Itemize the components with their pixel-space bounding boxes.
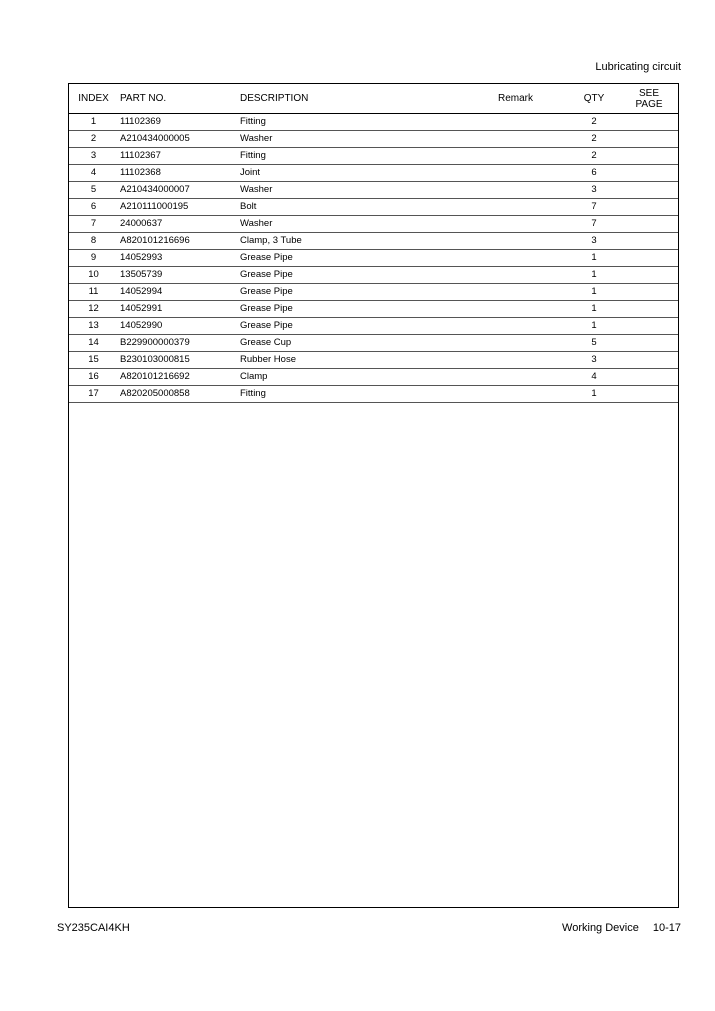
cell-description: Grease Pipe — [240, 318, 498, 335]
cell-index: 8 — [69, 233, 118, 250]
cell-part-no: A820101216692 — [118, 369, 240, 386]
cell-description: Washer — [240, 182, 498, 199]
footer-right — [562, 922, 681, 935]
header-see-page-line2: PAGE — [635, 98, 663, 110]
cell-remark — [498, 386, 568, 403]
cell-description: Fitting — [240, 114, 498, 131]
cell-see-page — [620, 352, 678, 369]
cell-index: 5 — [69, 182, 118, 199]
cell-see-page — [620, 182, 678, 199]
cell-description: Grease Cup — [240, 335, 498, 352]
header-part-no: PART NO. — [118, 84, 240, 114]
cell-index: 15 — [69, 352, 118, 369]
table-body — [69, 114, 678, 403]
cell-part-no: 14052993 — [118, 250, 240, 267]
cell-remark — [498, 165, 568, 182]
table-row — [69, 165, 678, 182]
cell-remark — [498, 216, 568, 233]
footer-page-number: 10-17 — [652, 922, 681, 934]
cell-remark — [498, 352, 568, 369]
cell-index: 17 — [69, 386, 118, 403]
cell-see-page — [620, 216, 678, 233]
cell-see-page — [620, 250, 678, 267]
cell-see-page — [620, 114, 678, 131]
header-see-page — [620, 84, 678, 114]
cell-part-no: A820101216696 — [118, 233, 240, 250]
header-index: INDEX — [69, 84, 118, 114]
table-row — [69, 284, 678, 301]
cell-qty: 7 — [568, 216, 620, 233]
cell-description: Clamp, 3 Tube — [240, 233, 498, 250]
cell-see-page — [620, 165, 678, 182]
cell-part-no: 24000637 — [118, 216, 240, 233]
cell-description: Washer — [240, 131, 498, 148]
cell-qty: 1 — [568, 267, 620, 284]
cell-index: 16 — [69, 369, 118, 386]
cell-index: 7 — [69, 216, 118, 233]
cell-index: 1 — [69, 114, 118, 131]
cell-description: Washer — [240, 216, 498, 233]
cell-remark — [498, 301, 568, 318]
table-row — [69, 131, 678, 148]
cell-qty: 1 — [568, 284, 620, 301]
cell-description: Bolt — [240, 199, 498, 216]
cell-index: 9 — [69, 250, 118, 267]
cell-remark — [498, 182, 568, 199]
table-row — [69, 216, 678, 233]
cell-see-page — [620, 369, 678, 386]
cell-part-no: B230103000815 — [118, 352, 240, 369]
cell-see-page — [620, 284, 678, 301]
cell-remark — [498, 369, 568, 386]
cell-qty: 6 — [568, 165, 620, 182]
cell-qty: 2 — [568, 131, 620, 148]
cell-see-page — [620, 386, 678, 403]
cell-index: 2 — [69, 131, 118, 148]
header-description: DESCRIPTION — [240, 84, 498, 114]
table-row — [69, 301, 678, 318]
table-header-row — [69, 84, 678, 114]
cell-remark — [498, 335, 568, 352]
table-row — [69, 267, 678, 284]
parts-table-frame — [68, 83, 679, 908]
cell-see-page — [620, 148, 678, 165]
cell-index: 3 — [69, 148, 118, 165]
cell-part-no: 11102368 — [118, 165, 240, 182]
table-row — [69, 335, 678, 352]
cell-remark — [498, 114, 568, 131]
cell-qty: 1 — [568, 386, 620, 403]
table-row — [69, 369, 678, 386]
cell-description: Grease Pipe — [240, 250, 498, 267]
cell-qty: 2 — [568, 148, 620, 165]
cell-see-page — [620, 199, 678, 216]
cell-qty: 1 — [568, 318, 620, 335]
cell-see-page — [620, 131, 678, 148]
cell-qty: 4 — [568, 369, 620, 386]
table-row — [69, 386, 678, 403]
cell-index: 6 — [69, 199, 118, 216]
section-title: Lubricating circuit — [595, 61, 681, 73]
cell-description: Fitting — [240, 386, 498, 403]
cell-part-no: 14052994 — [118, 284, 240, 301]
cell-see-page — [620, 233, 678, 250]
cell-part-no: A210434000005 — [118, 131, 240, 148]
cell-remark — [498, 267, 568, 284]
cell-part-no: 14052990 — [118, 318, 240, 335]
parts-table — [69, 84, 678, 403]
cell-qty: 3 — [568, 182, 620, 199]
cell-qty: 5 — [568, 335, 620, 352]
cell-remark — [498, 250, 568, 267]
table-row — [69, 114, 678, 131]
cell-part-no: 11102367 — [118, 148, 240, 165]
cell-qty: 7 — [568, 199, 620, 216]
cell-description: Fitting — [240, 148, 498, 165]
cell-part-no: A210111000195 — [118, 199, 240, 216]
cell-qty: 1 — [568, 301, 620, 318]
cell-see-page — [620, 301, 678, 318]
table-row — [69, 250, 678, 267]
table-row — [69, 318, 678, 335]
cell-description: Clamp — [240, 369, 498, 386]
table-row — [69, 148, 678, 165]
cell-index: 11 — [69, 284, 118, 301]
cell-index: 14 — [69, 335, 118, 352]
cell-qty: 1 — [568, 250, 620, 267]
cell-see-page — [620, 318, 678, 335]
cell-description: Grease Pipe — [240, 284, 498, 301]
cell-index: 13 — [69, 318, 118, 335]
cell-description: Rubber Hose — [240, 352, 498, 369]
cell-remark — [498, 233, 568, 250]
cell-qty: 2 — [568, 114, 620, 131]
cell-index: 12 — [69, 301, 118, 318]
footer-chapter: Working Device — [562, 922, 639, 934]
cell-remark — [498, 131, 568, 148]
cell-see-page — [620, 335, 678, 352]
cell-part-no: 11102369 — [118, 114, 240, 131]
cell-remark — [498, 284, 568, 301]
cell-description: Grease Pipe — [240, 267, 498, 284]
cell-index: 4 — [69, 165, 118, 182]
cell-part-no: 13505739 — [118, 267, 240, 284]
cell-qty: 3 — [568, 352, 620, 369]
cell-remark — [498, 199, 568, 216]
cell-part-no: 14052991 — [118, 301, 240, 318]
table-row — [69, 352, 678, 369]
header-see-page-line1: SEE — [638, 87, 659, 99]
cell-see-page — [620, 267, 678, 284]
cell-part-no: B229900000379 — [118, 335, 240, 352]
cell-description: Joint — [240, 165, 498, 182]
table-row — [69, 182, 678, 199]
cell-remark — [498, 148, 568, 165]
cell-description: Grease Pipe — [240, 301, 498, 318]
table-row — [69, 233, 678, 250]
cell-part-no: A820205000858 — [118, 386, 240, 403]
cell-remark — [498, 318, 568, 335]
header-remark: Remark — [498, 84, 568, 114]
table-row — [69, 199, 678, 216]
cell-part-no: A210434000007 — [118, 182, 240, 199]
cell-qty: 3 — [568, 233, 620, 250]
header-qty: QTY — [568, 84, 620, 114]
cell-index: 10 — [69, 267, 118, 284]
footer-model: SY235CAI4KH — [57, 922, 130, 934]
